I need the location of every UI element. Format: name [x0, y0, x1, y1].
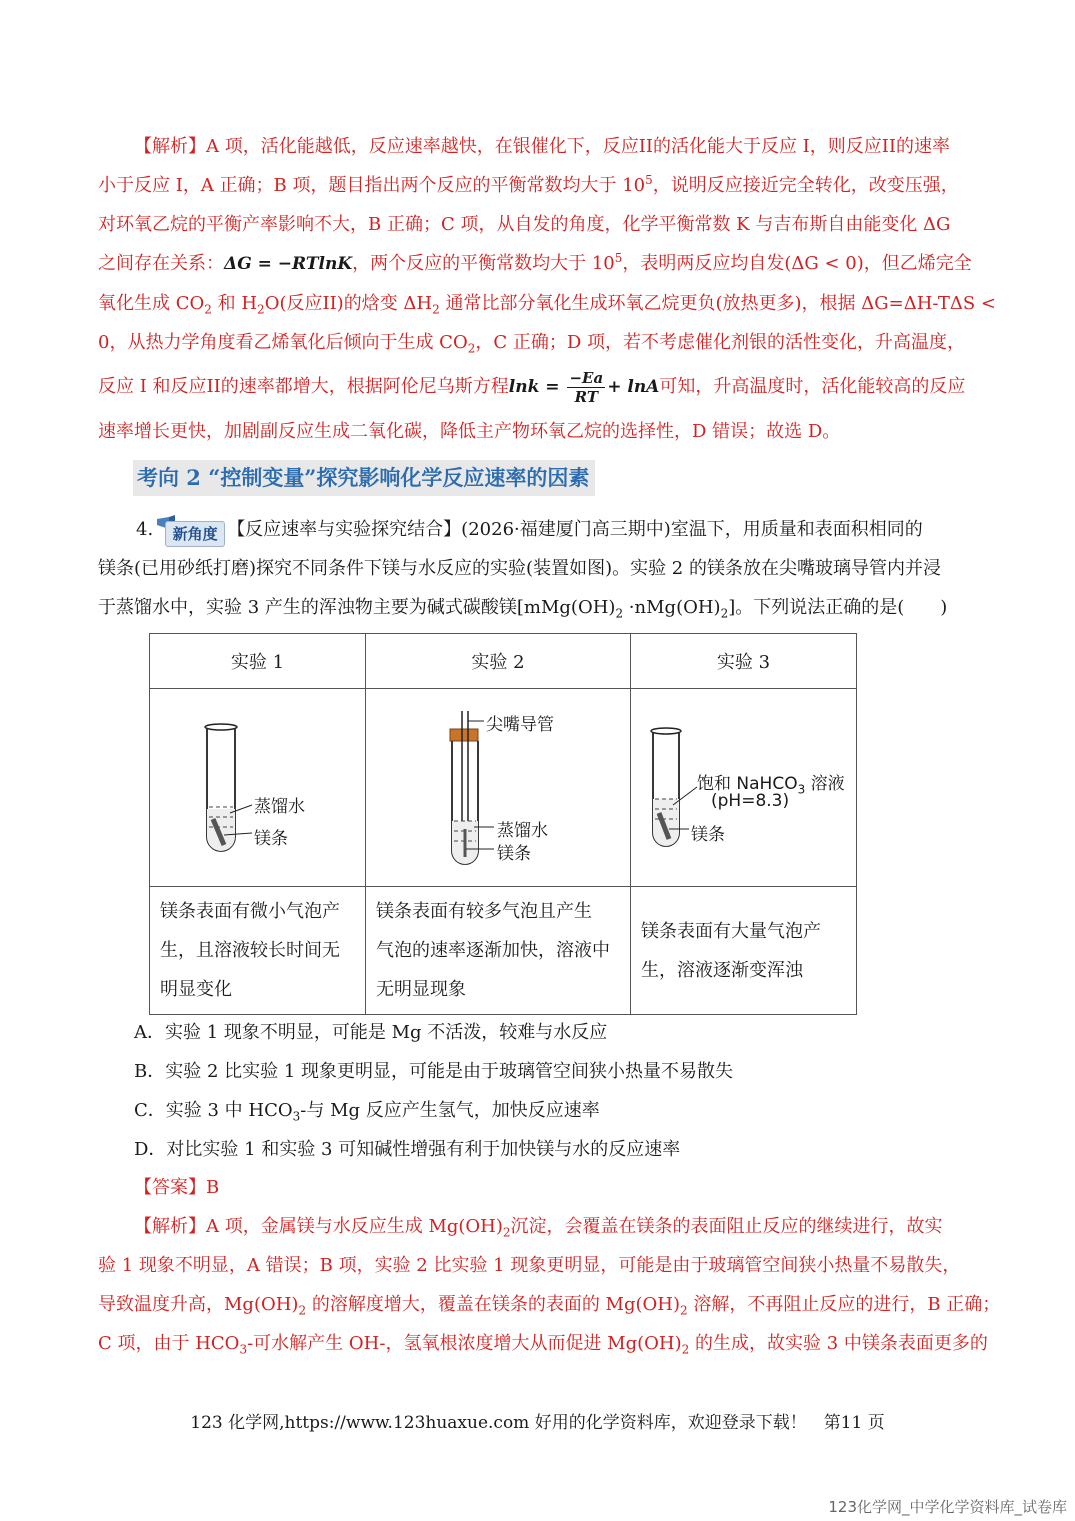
- analysis-line: 小于反应 I，A 正确；B 项，题目指出两个反应的平衡常数均大于 $10^5$，说明反应接近完全转化，改变压强，: [98, 173, 959, 196]
- analysis-line: 导致温度升高，$Mg(OH)_2$ 的溶解度增大，覆盖在镁条的表面的 $Mg(OH)_2$ 溶解，不再阻止反应的进行，B 正确；: [98, 1294, 1001, 1318]
- option-d: D．对比实验 1 和实验 3 可知碱性增强有利于加快镁与水的反应速率: [134, 1139, 681, 1160]
- analysis-line: 【解析】A 项，活化能越低，反应速率越快，在银催化下，反应II的活化能大于反应 I，则反应II的速率: [134, 136, 950, 157]
- analysis-tag: 【解析】: [134, 136, 206, 157]
- observation-exp-3: 镁条表面有大量气泡产 生，溶液逐渐变浑浊: [631, 887, 857, 1015]
- header-exp-1: 实验 1: [150, 634, 366, 689]
- answer-options: [134, 1013, 990, 1169]
- option-b: B．实验 2 比实验 1 现象更明显，可能是由于玻璃管空间狭小热量不易散失: [134, 1061, 734, 1082]
- analysis-paragraph-2: [98, 1207, 1001, 1363]
- analysis-line: 验 1 现象不明显，A 错误；B 项，实验 2 比实验 1 现象更明显，可能是由于玻璃管空间狭小热量不易散失，: [98, 1255, 961, 1276]
- question-line: 镁条(已用砂纸打磨)探究不同条件下镁与水反应的实验(装置如图)。实验 2 的镁条放在尖嘴玻璃导管内并浸: [98, 558, 941, 579]
- new-angle-badge: 新角度: [155, 515, 225, 545]
- label-magnesium-strip: 镁条: [497, 844, 531, 864]
- question-number: 4.: [136, 519, 154, 540]
- answer-line: [134, 1168, 1026, 1207]
- label-magnesium-strip: 镁条: [691, 825, 725, 845]
- analysis-line: C 项，由于 $HCO_3-$可水解产生 OH-，氢氧根浓度增大从而促进 $Mg(OH)_2$ 的生成，故实验 3 中镁条表面更多的: [98, 1333, 988, 1357]
- section-heading: 考向 2 “控制变量”探究影响化学反应速率的因素: [133, 460, 595, 496]
- answer-value: B: [206, 1177, 220, 1198]
- page-footer: 123 化学网,https://www.123huaxue.com 好用的化学资料库，欢迎登录下载！ 第11 页: [190, 1413, 885, 1433]
- observation-exp-2: 镁条表面有较多气泡且产生 气泡的速率逐渐加快，溶液中 无明显现象: [366, 887, 631, 1015]
- observation-exp-1: 镁条表面有微小气泡产 生，且溶液较长时间无 明显变化: [150, 887, 366, 1015]
- option-a: A．实验 1 现象不明显，可能是 Mg 不活泼，较难与水反应: [134, 1022, 608, 1043]
- analysis-line: 氧化生成 $CO_2$ 和 $H_2O$(反应II)的焓变 $\Delta H_2$ 通常比部分氧化生成环氧乙烷更负(放热更多)，根据 ΔG=ΔH-TΔS <: [98, 293, 997, 317]
- analysis-line: 速率增长更快，加剧副反应生成二氧化碳，降低主产物环氧乙烷的选择性，D 错误；故选 D。: [98, 421, 841, 442]
- answer-tag: 【答案】: [134, 1177, 206, 1198]
- label-distilled-water: 蒸馏水: [254, 797, 305, 817]
- header-exp-3: 实验 3: [631, 634, 857, 689]
- diagram-exp-2: [366, 689, 631, 887]
- arrhenius-fraction: $\frac{-Ea}{RT}$: [569, 369, 604, 406]
- question-line: 4. 新角度 【反应速率与实验探究结合】(2026·福建厦门高三期中)室温下，用质量和表面积相同的: [98, 510, 990, 549]
- label-pointed-tube: 尖嘴导管: [486, 715, 554, 735]
- analysis-line: 反应 I 和反应II的速率都增大，根据阿伦尼乌斯方程lnk = $\frac{-Ea}{RT}$ + lnA可知，升高温度时，活化能较高的反应: [98, 369, 966, 406]
- gibbs-formula: ΔG = −RTlnK: [224, 254, 353, 274]
- analysis-line: 之间存在关系：ΔG = −RTlnK，两个反应的平衡常数均大于 $10^5$，表明两反应均自发(ΔG < 0)，但乙烯完全: [98, 251, 972, 274]
- experiment-table: [149, 633, 857, 1015]
- analysis-tag: 【解析】: [134, 1216, 206, 1237]
- analysis-paragraph-1: [98, 127, 997, 451]
- diagram-exp-3: [631, 689, 857, 887]
- diagram-exp-1: [150, 689, 366, 887]
- analysis-line: 【解析】A 项，金属镁与水反应生成 $Mg(OH)_2$沉淀，会覆盖在镁条的表面阻止反应的继续进行，故实: [134, 1216, 943, 1240]
- label-magnesium-strip: 镁条: [254, 829, 288, 849]
- label-nahco3-solution: 饱和 NaHCO$_3$ 溶液: [697, 774, 845, 797]
- analysis-line: 对环氧乙烷的平衡产率影响不大，B 正确；C 项，从自发的角度，化学平衡常数 K 与吉布斯自由能变化 ΔG: [98, 214, 951, 235]
- option-c: C．实验 3 中 $HCO_3-$与 Mg 反应产生氢气，加快反应速率: [134, 1100, 600, 1124]
- label-ph: (pH=8.3): [711, 791, 790, 811]
- arrhenius-formula: lnk = $\frac{-Ea}{RT}$ + lnA: [508, 369, 660, 406]
- question-stem: [98, 510, 990, 627]
- question-line: 于蒸馏水中，实验 3 产生的浑浊物主要为碱式碳酸镁$[mMg(OH)_2 \cdot nMg(OH)_2]$。下列说法正确的是( ): [98, 597, 948, 621]
- site-watermark: 123化学网_中学化学资料库_试卷库: [828, 1498, 1067, 1516]
- header-exp-2: 实验 2: [366, 634, 631, 689]
- test-tube-1-icon: [150, 689, 366, 884]
- analysis-line: 0，从热力学角度看乙烯氧化后倾向于生成 $CO_2$，C 正确；D 项，若不考虑催化剂银的活性变化，升高温度，: [98, 332, 965, 356]
- label-distilled-water: 蒸馏水: [497, 821, 548, 841]
